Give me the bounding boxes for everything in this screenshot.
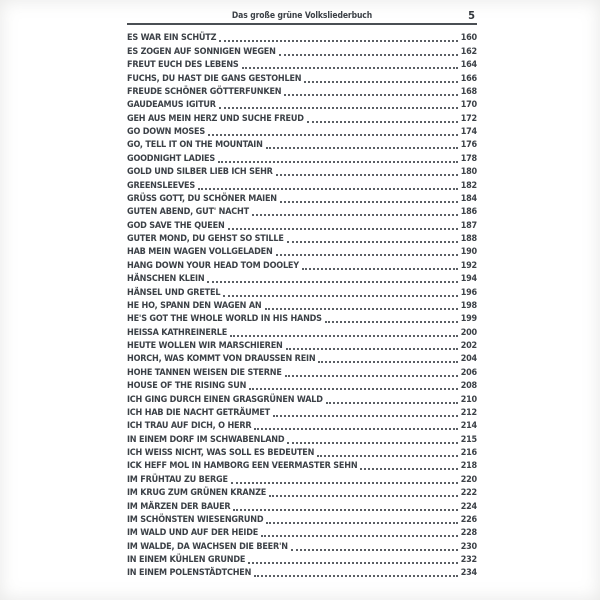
song-page-number: 190 (460, 247, 477, 258)
song-title: IM WALDE, DA WACHSEN DIE BEER'N (127, 541, 288, 552)
song-page-number: 174 (460, 127, 477, 137)
book-title: Das große grüne Volksliederbuch (231, 11, 373, 21)
toc-entry (127, 312, 477, 325)
song-title: GAUDEAMUS IGITUR (127, 100, 216, 111)
song-page-number: 204 (460, 354, 477, 365)
dot-leader (233, 509, 457, 511)
toc-entry (127, 472, 477, 485)
song-title: HE'S GOT THE WHOLE WORLD IN HIS HANDS (127, 314, 322, 325)
song-page-number: 210 (460, 394, 477, 405)
song-page-number: 170 (460, 100, 477, 111)
song-title: ICH GING DURCH EINEN GRASGRÜNEN WALD (127, 394, 323, 405)
song-page-number: 178 (460, 153, 477, 164)
song-page-number: 234 (460, 568, 477, 579)
dot-leader (318, 361, 457, 363)
dot-leader (302, 268, 458, 270)
toc-entry (127, 406, 477, 419)
toc-entry (127, 272, 477, 285)
song-title: GOD SAVE THE QUEEN (127, 220, 225, 231)
song-title: IM KRUG ZUM GRÜNEN KRANZE (127, 488, 267, 499)
song-page-number: 182 (460, 180, 477, 191)
song-title: IN EINEM POLENSTÄDTCHEN (127, 568, 252, 579)
song-title: IM MÄRZEN DER BAUER (127, 501, 231, 512)
song-title: GOLD UND SILBER LIEB ICH SEHR (127, 167, 273, 178)
song-title: HE HO, SPANN DEN WAGEN AN (127, 300, 262, 311)
dot-leader (325, 321, 458, 323)
song-title: ES ZOGEN AUF SONNIGEN WEGEN (127, 46, 276, 57)
toc-entry (127, 446, 477, 459)
toc-entry (127, 205, 477, 218)
song-page-number: 196 (460, 287, 477, 298)
dot-leader (231, 482, 458, 484)
song-title: IN EINEM KÜHLEN GRUNDE (127, 555, 246, 565)
song-page-number: 212 (460, 407, 477, 418)
song-page-number: 172 (460, 113, 477, 124)
toc-entry (127, 98, 477, 111)
toc-entry (127, 151, 477, 164)
song-title: GO, TELL IT ON THE MOUNTAIN (127, 140, 263, 151)
dot-leader (287, 241, 458, 243)
song-page-number: 200 (460, 327, 477, 338)
dot-leader (317, 455, 458, 457)
toc-entry (127, 539, 477, 552)
song-title: HOUSE OF THE RISING SUN (127, 381, 247, 392)
dot-leader (326, 402, 458, 404)
toc-entry (127, 44, 477, 57)
dot-leader (286, 348, 458, 350)
song-page-number: 166 (460, 73, 477, 84)
toc-entry (127, 419, 477, 432)
dot-leader (284, 94, 457, 96)
song-title: HEISSA KATHREINERLE (127, 327, 228, 338)
toc-entry (127, 165, 477, 178)
song-title: GREENSLEEVES (127, 180, 196, 191)
table-of-contents (127, 31, 477, 579)
song-title: IM FRÜHTAU ZU BERGE (127, 474, 228, 485)
toc-entry (127, 58, 477, 71)
song-page-number: 180 (460, 167, 477, 178)
dot-leader (207, 281, 457, 283)
dot-leader (254, 428, 457, 430)
song-title: HEUTE WOLLEN WIR MARSCHIEREN (127, 341, 283, 351)
dot-leader (273, 415, 458, 417)
song-title: GOODNIGHT LADIES (127, 153, 216, 164)
toc-entry (127, 245, 477, 258)
toc-entry (127, 486, 477, 499)
song-title: HOHE TANNEN WEISEN DIE STERNE (127, 367, 282, 378)
song-page-number: 206 (460, 367, 477, 378)
toc-entry (127, 339, 477, 352)
dot-leader (254, 575, 457, 577)
toc-entry (127, 392, 477, 405)
song-page-number: 198 (460, 300, 477, 311)
song-page-number: 186 (460, 207, 477, 218)
toc-entry (127, 111, 477, 124)
dot-leader (265, 308, 458, 310)
song-page-number: 220 (460, 474, 477, 485)
dot-leader (242, 67, 458, 69)
dot-leader (280, 201, 458, 203)
song-title: HAB MEIN WAGEN VOLLGELADEN (127, 247, 273, 258)
song-page-number: 232 (460, 555, 477, 565)
song-page-number: 187 (460, 220, 477, 231)
song-title: ICK HEFF MOL IN HAMBORG EEN VEERMASTER SEHN (127, 461, 358, 472)
dot-leader (360, 468, 457, 470)
song-page-number: 230 (460, 541, 477, 552)
dot-leader (279, 54, 458, 56)
dot-leader (285, 375, 458, 377)
toc-entry (127, 258, 477, 271)
song-title: IM WALD UND AUF DER HEIDE (127, 528, 259, 539)
dot-leader (276, 254, 458, 256)
song-title: GEH AUS MEIN HERZ UND SUCHE FREUD (127, 113, 304, 124)
song-page-number: 208 (460, 381, 477, 392)
toc-entry (127, 432, 477, 445)
song-page-number: 184 (460, 193, 477, 204)
song-title: ICH TRAU AUF DICH, O HERR (127, 421, 252, 432)
dot-leader (307, 121, 458, 123)
page-number: 5 (468, 9, 475, 22)
toc-entry (127, 85, 477, 98)
song-title: GO DOWN MOSES (127, 127, 206, 137)
dot-leader (219, 107, 458, 109)
toc-entry (127, 352, 477, 365)
toc-entry (127, 138, 477, 151)
dot-leader (228, 228, 458, 230)
dot-leader (230, 335, 458, 337)
toc-entry (127, 192, 477, 205)
song-page-number: 218 (460, 461, 477, 472)
dot-leader (218, 161, 458, 163)
song-title: FREUT EUCH DES LEBENS (127, 60, 239, 71)
song-page-number: 228 (460, 528, 477, 539)
song-title: HÄNSCHEN KLEIN (127, 274, 205, 285)
page-content (127, 6, 477, 579)
toc-entry (127, 379, 477, 392)
song-title: GUTER MOND, DU GEHST SO STILLE (127, 234, 284, 244)
song-page-number: 160 (460, 33, 477, 44)
running-header (127, 6, 477, 25)
song-page-number: 224 (460, 501, 477, 512)
toc-entry (127, 365, 477, 378)
toc-entry (127, 232, 477, 245)
song-title: FREUDE SCHÖNER GÖTTERFUNKEN (127, 86, 282, 97)
toc-entry (127, 218, 477, 231)
toc-entry (127, 513, 477, 526)
toc-entry (127, 31, 477, 44)
song-title: IM SCHÖNSTEN WIESENGRUND (127, 514, 264, 525)
dot-leader (291, 549, 458, 551)
toc-entry (127, 299, 477, 312)
dot-leader (266, 522, 457, 524)
song-page-number: 162 (460, 46, 477, 57)
song-title: IN EINEM DORF IM SCHWABENLAND (127, 434, 285, 445)
dot-leader (223, 295, 457, 297)
dot-leader (266, 147, 458, 149)
song-title: HORCH, WAS KOMMT VON DRAUSSEN REIN (127, 354, 316, 365)
dot-leader (198, 188, 458, 190)
toc-entry (127, 125, 477, 138)
song-title: ES WAR EIN SCHÜTZ (127, 33, 217, 44)
dot-leader (249, 388, 457, 390)
song-title: FUCHS, DU HAST DIE GANS GESTOHLEN (127, 73, 302, 84)
song-page-number: 168 (460, 86, 477, 97)
toc-entry (127, 553, 477, 566)
toc-entry (127, 178, 477, 191)
song-title: ICH HAB DIE NACHT GETRÄUMET (127, 407, 270, 418)
song-page-number: 214 (460, 421, 477, 432)
toc-entry (127, 325, 477, 338)
dot-leader (208, 134, 458, 136)
song-page-number: 199 (460, 314, 477, 325)
song-page-number: 194 (460, 274, 477, 285)
song-page-number: 226 (460, 514, 477, 525)
toc-entry (127, 285, 477, 298)
song-page-number: 216 (460, 448, 477, 458)
song-page-number: 188 (460, 234, 477, 244)
song-title: GRÜSS GOTT, DU SCHÖNER MAIEN (127, 193, 277, 204)
song-page-number: 202 (460, 341, 477, 351)
dot-leader (252, 214, 458, 216)
song-title: HANG DOWN YOUR HEAD TOM DOOLEY (127, 260, 299, 271)
dot-leader (219, 40, 457, 42)
song-title: ICH WEISS NICHT, WAS SOLL ES BEDEUTEN (127, 448, 315, 458)
song-title: GUTEN ABEND, GUT' NACHT (127, 207, 249, 218)
song-title: HÄNSEL UND GRETEL (127, 287, 221, 298)
dot-leader (269, 495, 458, 497)
dot-leader (248, 562, 458, 564)
song-page-number: 215 (460, 434, 477, 445)
dot-leader (261, 535, 458, 537)
toc-entry (127, 499, 477, 512)
toc-entry (127, 566, 477, 579)
dot-leader (287, 442, 457, 444)
song-page-number: 164 (460, 60, 477, 71)
dot-leader (304, 81, 457, 83)
song-page-number: 192 (460, 260, 477, 271)
dot-leader (276, 174, 458, 176)
toc-entry (127, 526, 477, 539)
song-page-number: 176 (460, 140, 477, 151)
toc-entry (127, 459, 477, 472)
song-page-number: 222 (460, 488, 477, 499)
toc-entry (127, 71, 477, 84)
